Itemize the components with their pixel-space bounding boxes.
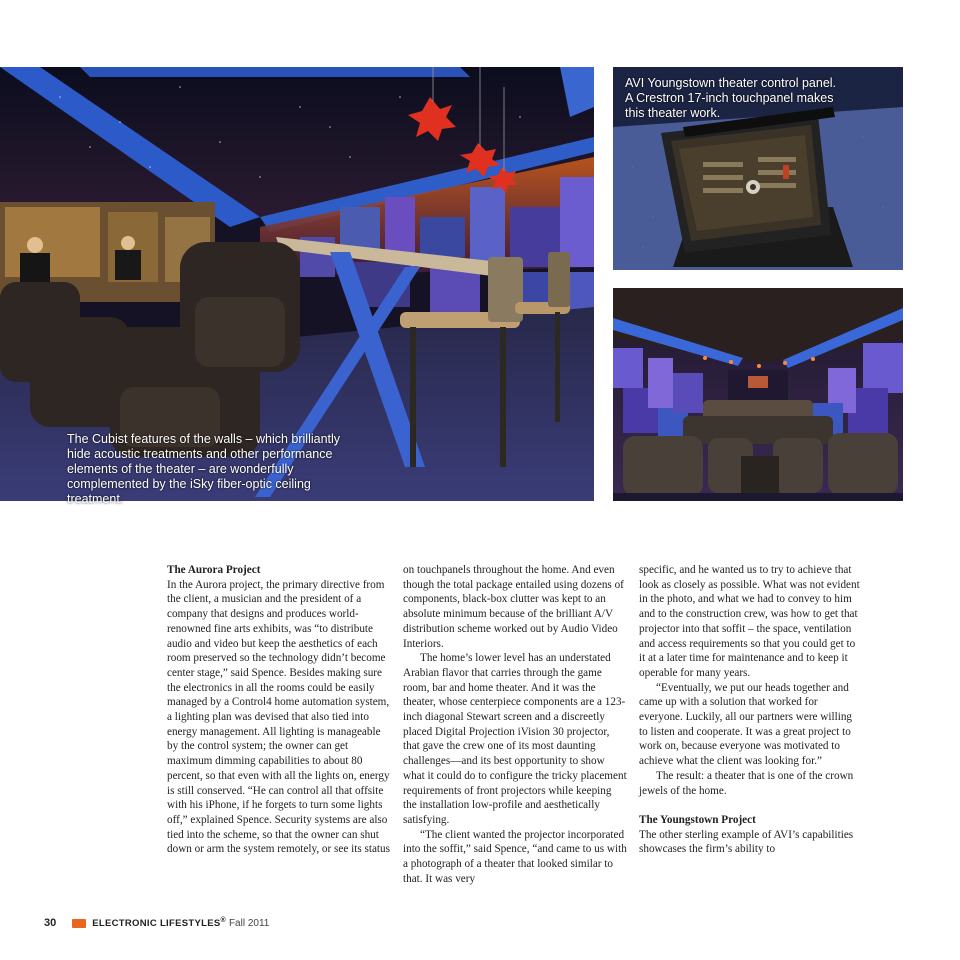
theater-seating-photo	[613, 288, 903, 501]
section-heading-youngstown: The Youngstown Project	[639, 813, 756, 826]
paragraph: specific, and he wanted us to try to achieve that look as closely as possible. What was not evident in the photo, and what we had to convey to him and to the construction crew, was how to get that projector into that soffit – the space, ventilation and access requirements so that you could get to it at a later time for maintenance and to keep it operable for many years.	[639, 564, 860, 679]
paragraph: In the Aurora project, the primary directive from the client, a musician and the president of a company that designs and produces world-renowned fine arts exhibits, was “to distribute audio and video but keep the aesthetics of each room preserved so the technology didn’t become center stage,” said Spence. Besides making sure the electronics in all the rooms could be easily managed by a Control4 home automation system, a lighting plan was devised that also tied into energy management. All lighting is manageable by the control system; the owner can get maximum dimming capabilities to about 80 percent, so that even with all the lights on, energy is still conserved. “He can control all that offsite with his iPhone, if he forgets to turn some lights off,” explained Spence. Security systems are also tied into the scheme, so that the owner can shut down or arm the system remotely, or see its status	[167, 578, 390, 856]
panel-photo-caption: AVI Youngstown theater control panel. A Crestron 17-inch touchpanel makes this theater work.	[625, 76, 837, 120]
magazine-title: ELECTRONIC LIFESTYLES	[92, 918, 221, 930]
paragraph: The other sterling example of AVI’s capabilities showcases the firm’s ability to	[639, 828, 854, 856]
main-photo-caption: The Cubist features of the walls – which brilliantly hide acoustic treatments and other performance elements of the theater – are wonderfully complemented by the iSky fiber-optic ceiling treatment.	[67, 432, 341, 506]
page-footer	[44, 915, 269, 931]
paragraph: “Eventually, we put our heads together and came up with a solution that worked for everyone. Luckily, all our partners were willing to listen and cooperate. It was a great project to work on, because everyone was motivated to achieve what the client was looking for.”	[639, 681, 853, 768]
page-number: 30	[44, 917, 57, 929]
paragraph: on touchpanels throughout the home. And even though the total package entailed using dozens of components, black-box clutter was kept to an absolute minimum because of the brilliant A/V distribution scheme worked out by Audio Video Interiors.	[403, 564, 624, 650]
registered-mark: ®	[220, 916, 226, 924]
magazine-logo-icon	[72, 919, 86, 928]
article-column-2	[403, 563, 627, 886]
paragraph: “The client wanted the projector incorporated into the soffit,” said Spence, “and came to us with a photograph of a theater that looked similar to that. It was very	[403, 828, 627, 885]
paragraph: The home’s lower level has an understated Arabian flavor that carries through the game room, bar and home theater. And it was the theater, whose centerpiece components are a 123-inch diagonal Stewart screen and a discreetly placed Digital Projection iVision 30 projector, that gave the crew one of its most daunting challenges—and its best opportunity to show what it could do to configure the tricky placement requirements of front projectors while keeping the installation low-profile and aesthetically satisfying.	[403, 652, 627, 826]
article-column-1	[167, 563, 391, 857]
issue-date: Fall 2011	[228, 917, 270, 929]
paragraph: The result: a theater that is one of the crown jewels of the home.	[639, 769, 854, 797]
article-column-3	[639, 563, 863, 857]
section-heading-aurora: The Aurora Project	[167, 564, 261, 576]
magazine-name	[92, 917, 226, 929]
